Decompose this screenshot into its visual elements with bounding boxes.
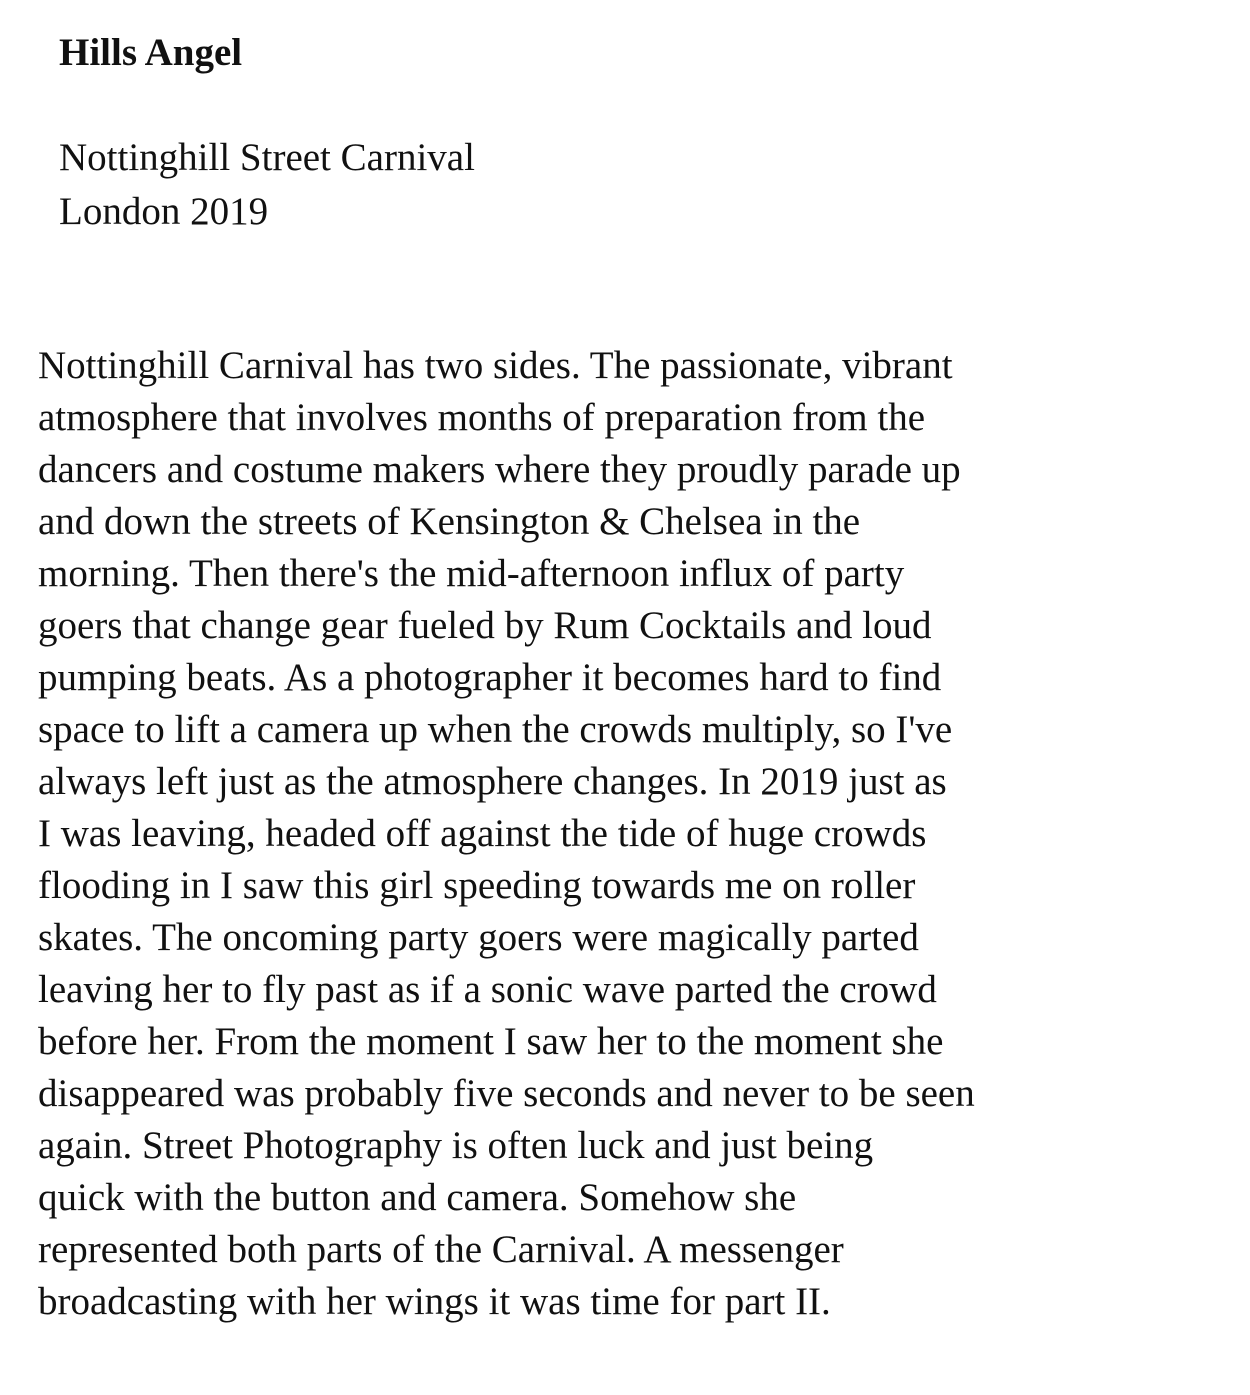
subtitle-line-location: London 2019 (59, 190, 269, 233)
body-line: represented both parts of the Carnival. A messenger (38, 1228, 844, 1271)
body-line: always left just as the atmosphere changes. In 2019 just as (38, 760, 947, 803)
body-line: dancers and costume makers where they proudly parade up (38, 448, 961, 491)
body-line: quick with the button and camera. Somehow she (38, 1176, 797, 1219)
body-line: space to lift a camera up when the crowds multiply, so I've (38, 708, 953, 751)
body-line: pumping beats. As a photographer it becomes hard to find (38, 656, 942, 699)
body-line: skates. The oncoming party goers were magically parted (38, 916, 919, 959)
body-line: disappeared was probably five seconds and never to be seen (38, 1072, 975, 1115)
subtitle-line-event: Nottinghill Street Carnival (59, 136, 475, 179)
body-line: I was leaving, headed off against the tide of huge crowds (38, 812, 927, 855)
body-line: again. Street Photography is often luck and just being (38, 1124, 874, 1167)
body-line: flooding in I saw this girl speeding towards me on roller (38, 864, 916, 907)
document-title: Hills Angel (59, 31, 243, 74)
document-subtitle (59, 131, 475, 239)
body-line: Nottinghill Carnival has two sides. The passionate, vibrant (38, 344, 953, 387)
body-line: and down the streets of Kensington & Chelsea in the (38, 500, 861, 543)
body-paragraph (38, 340, 1243, 1328)
body-line: leaving her to fly past as if a sonic wave parted the crowd (38, 968, 937, 1011)
body-line: atmosphere that involves months of preparation from the (38, 396, 926, 439)
body-line: broadcasting with her wings it was time for part II. (38, 1280, 831, 1323)
body-line: before her. From the moment I saw her to the moment she (38, 1020, 944, 1063)
body-line: morning. Then there's the mid-afternoon influx of party (38, 552, 905, 595)
body-line: goers that change gear fueled by Rum Cocktails and loud (38, 604, 932, 647)
